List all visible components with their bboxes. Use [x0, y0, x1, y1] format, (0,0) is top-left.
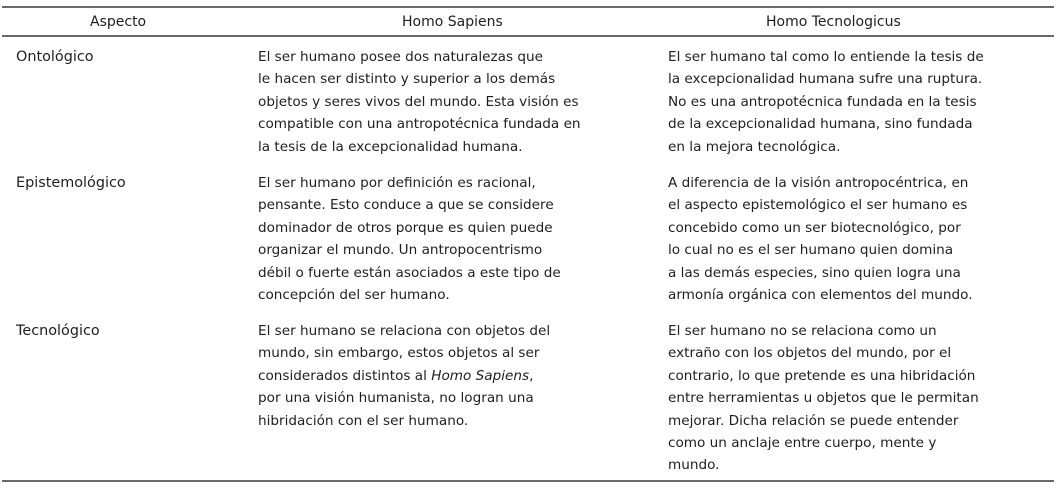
header-row — [2, 7, 1054, 36]
cell-line: hibridación con el ser humano. — [258, 412, 469, 429]
cell-line: como un anclaje entre cuerpo, mente y — [668, 435, 937, 452]
cell-line: de la excepcionalidad humana, sino fundada — [668, 116, 973, 133]
cell-line: le hacen ser distinto y superior a los demás — [258, 71, 556, 88]
cell-line: objetos y seres vivos del mundo. Esta visión es — [258, 93, 579, 110]
cell-line: El ser humano se relaciona con objetos del — [258, 323, 551, 339]
cell-text: , — [529, 367, 534, 384]
cell-line: armonía orgánica con elementos del mundo. — [668, 287, 973, 304]
comparison-table — [2, 6, 1054, 482]
cell-line: débil o fuerte están asociados a este tipo de — [258, 264, 561, 281]
cell-line: en la mejora tecnológica. — [668, 138, 841, 155]
cell-line: compatible con una antropotécnica fundada en — [258, 116, 581, 133]
cell-line: El ser humano tal como lo entiende la tesis de — [668, 49, 984, 65]
cell-line: El ser humano no se relaciona como un — [668, 323, 937, 339]
cell-line: el aspecto epistemológico el ser humano es — [668, 197, 968, 214]
cell-line: contrario, lo que pretende es una hibridación — [668, 367, 976, 384]
table-header — [2, 7, 1054, 36]
cell-line: la excepcionalidad humana sufre una ruptura. — [668, 71, 983, 88]
cell-line: No es una antropotécnica fundada en la tesis — [668, 93, 977, 110]
cell-line: El ser humano por definición es racional, — [258, 175, 536, 191]
cell-line: organizar el mundo. Un antropocentrismo — [258, 242, 543, 259]
homo-tecnologicus-cell — [660, 172, 1054, 320]
cell-line: mundo, sin embargo, estos objetos al ser — [258, 345, 540, 362]
table-row-tecnologico — [2, 320, 1054, 481]
cell-line: concebido como un ser biotecnológico, por — [668, 219, 961, 236]
aspect-cell: Tecnológico — [16, 323, 100, 339]
header-homo-sapiens: Homo Sapiens — [402, 13, 503, 30]
italic-term: Homo Sapiens — [431, 367, 530, 384]
cell-line — [258, 365, 652, 387]
cell-line: la tesis de la excepcionalidad humana. — [258, 138, 523, 155]
homo-sapiens-cell — [250, 172, 660, 320]
header-aspecto: Aspecto — [90, 13, 147, 30]
homo-tecnologicus-cell — [660, 320, 1054, 481]
table-row-ontologico — [2, 36, 1054, 172]
cell-line: El ser humano posee dos naturalezas que — [258, 49, 543, 65]
homo-sapiens-cell — [250, 320, 660, 481]
homo-tecnologicus-cell — [660, 36, 1054, 172]
header-homo-tecnologicus: Homo Tecnologicus — [766, 13, 901, 30]
cell-line: extraño con los objetos del mundo, por el — [668, 345, 952, 362]
table-row-epistemologico — [2, 172, 1054, 320]
aspect-cell: Ontológico — [16, 49, 94, 65]
cell-line: a las demás especies, sino quien logra una — [668, 264, 961, 281]
cell-line: mundo. — [668, 457, 720, 474]
cell-text: considerados distintos al — [258, 367, 432, 384]
homo-sapiens-cell — [250, 36, 660, 172]
cell-line: dominador de otros porque es quien puede — [258, 219, 553, 236]
cell-line: por una visión humanista, no logran una — [258, 390, 534, 407]
table-body — [2, 36, 1054, 481]
aspect-cell: Epistemológico — [16, 175, 126, 191]
cell-line: entre herramientas u objetos que le permitan — [668, 390, 979, 407]
cell-line: A diferencia de la visión antropocéntrica, en — [668, 175, 969, 191]
cell-line: mejorar. Dicha relación se puede entender — [668, 412, 959, 429]
cell-line: lo cual no es el ser humano quien domina — [668, 242, 954, 259]
cell-line: pensante. Esto conduce a que se considere — [258, 197, 554, 214]
cell-line: concepción del ser humano. — [258, 287, 450, 304]
